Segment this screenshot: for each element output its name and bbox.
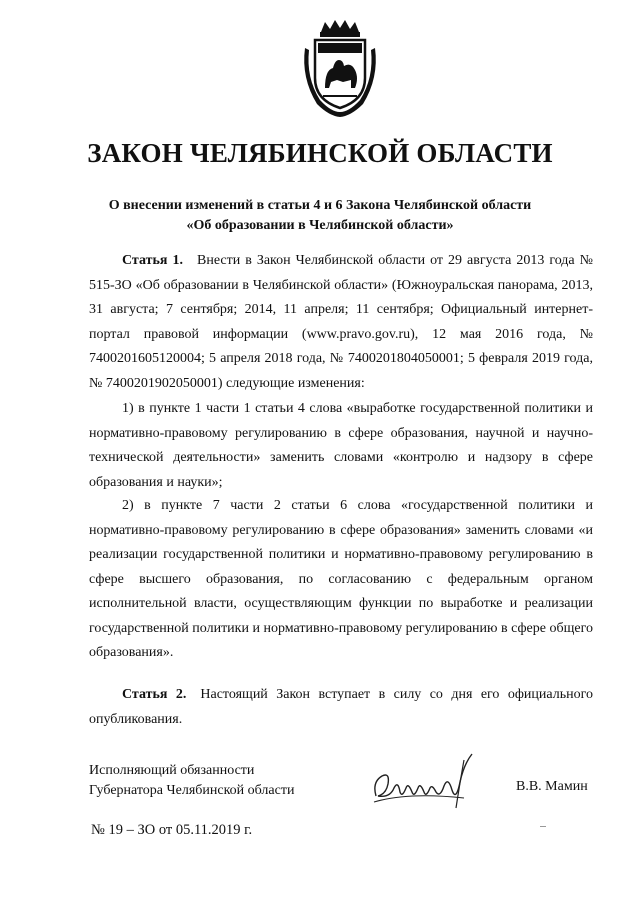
- document-title: ЗАКОН ЧЕЛЯБИНСКОЙ ОБЛАСТИ: [87, 138, 553, 168]
- article-1-item-1: 1) в пункте 1 части 1 статьи 4 слова «выработке государственной политики и нормативно-правовому регулированию в сфере образования, научной и научно-технической деятельности» заменить словами «контролю и надзору в сфере образования и науки»;: [89, 401, 593, 490]
- handwritten-signature: [368, 752, 488, 810]
- article-1-paragraph: [89, 249, 593, 396]
- signatory-position: [89, 761, 294, 801]
- coat-of-arms-emblem: [299, 18, 381, 118]
- signatory-position-line-1: Исполняющий обязанности: [89, 763, 255, 778]
- subtitle-line-2: «Об образовании в Челябинской области»: [186, 218, 454, 233]
- article-1-text: Внести в Закон Челябинской области от 29 августа 2013 года № 515-ЗО «Об образовании в Челябинской области» (Южноуральская панорама, 2013, 31 августа; 7 сентября; 2014, 11 апреля; 11 сентября; Официальный интернет-портал правовой информации (www.pravo.gov.ru), 12 мая 2016 года, № 7400201605120004; 5 апреля 2018 года, № 7400201804050001; 5 февраля 2019 года, № 7400201902050001) следующие изменения:: [89, 253, 594, 391]
- signatory-position-line-2: Губернатора Челябинской области: [89, 783, 295, 798]
- article-1-label: Статья 1.: [122, 253, 183, 268]
- law-number-date: № 19 – ЗО от 05.11.2019 г.: [91, 822, 253, 838]
- article-2-paragraph: [89, 683, 593, 732]
- article-1-item-2: 2) в пункте 7 части 2 статьи 6 слова «государственной политики и нормативно-правовому регулированию в сфере образования» заменить словами «и реализации государственной политики и нормативно-правовому регулированию в сфере высшего образования, по согласованию с федеральным органом исполнительной власти, осуществляющим функции по выработке и реализации государственной политики и нормативно-правовому регулированию в сфере общего образования».: [89, 498, 593, 660]
- article-2-text: Настоящий Закон вступает в силу со дня его официального опубликования.: [89, 687, 593, 727]
- signatory-name: В.В. Мамин: [516, 779, 588, 794]
- subtitle-line-1: О внесении изменений в статьи 4 и 6 Закона Челябинской области: [108, 198, 532, 213]
- scan-mark: [540, 826, 546, 827]
- document-subtitle: [0, 196, 640, 236]
- article-2-label: Статья 2.: [122, 687, 187, 702]
